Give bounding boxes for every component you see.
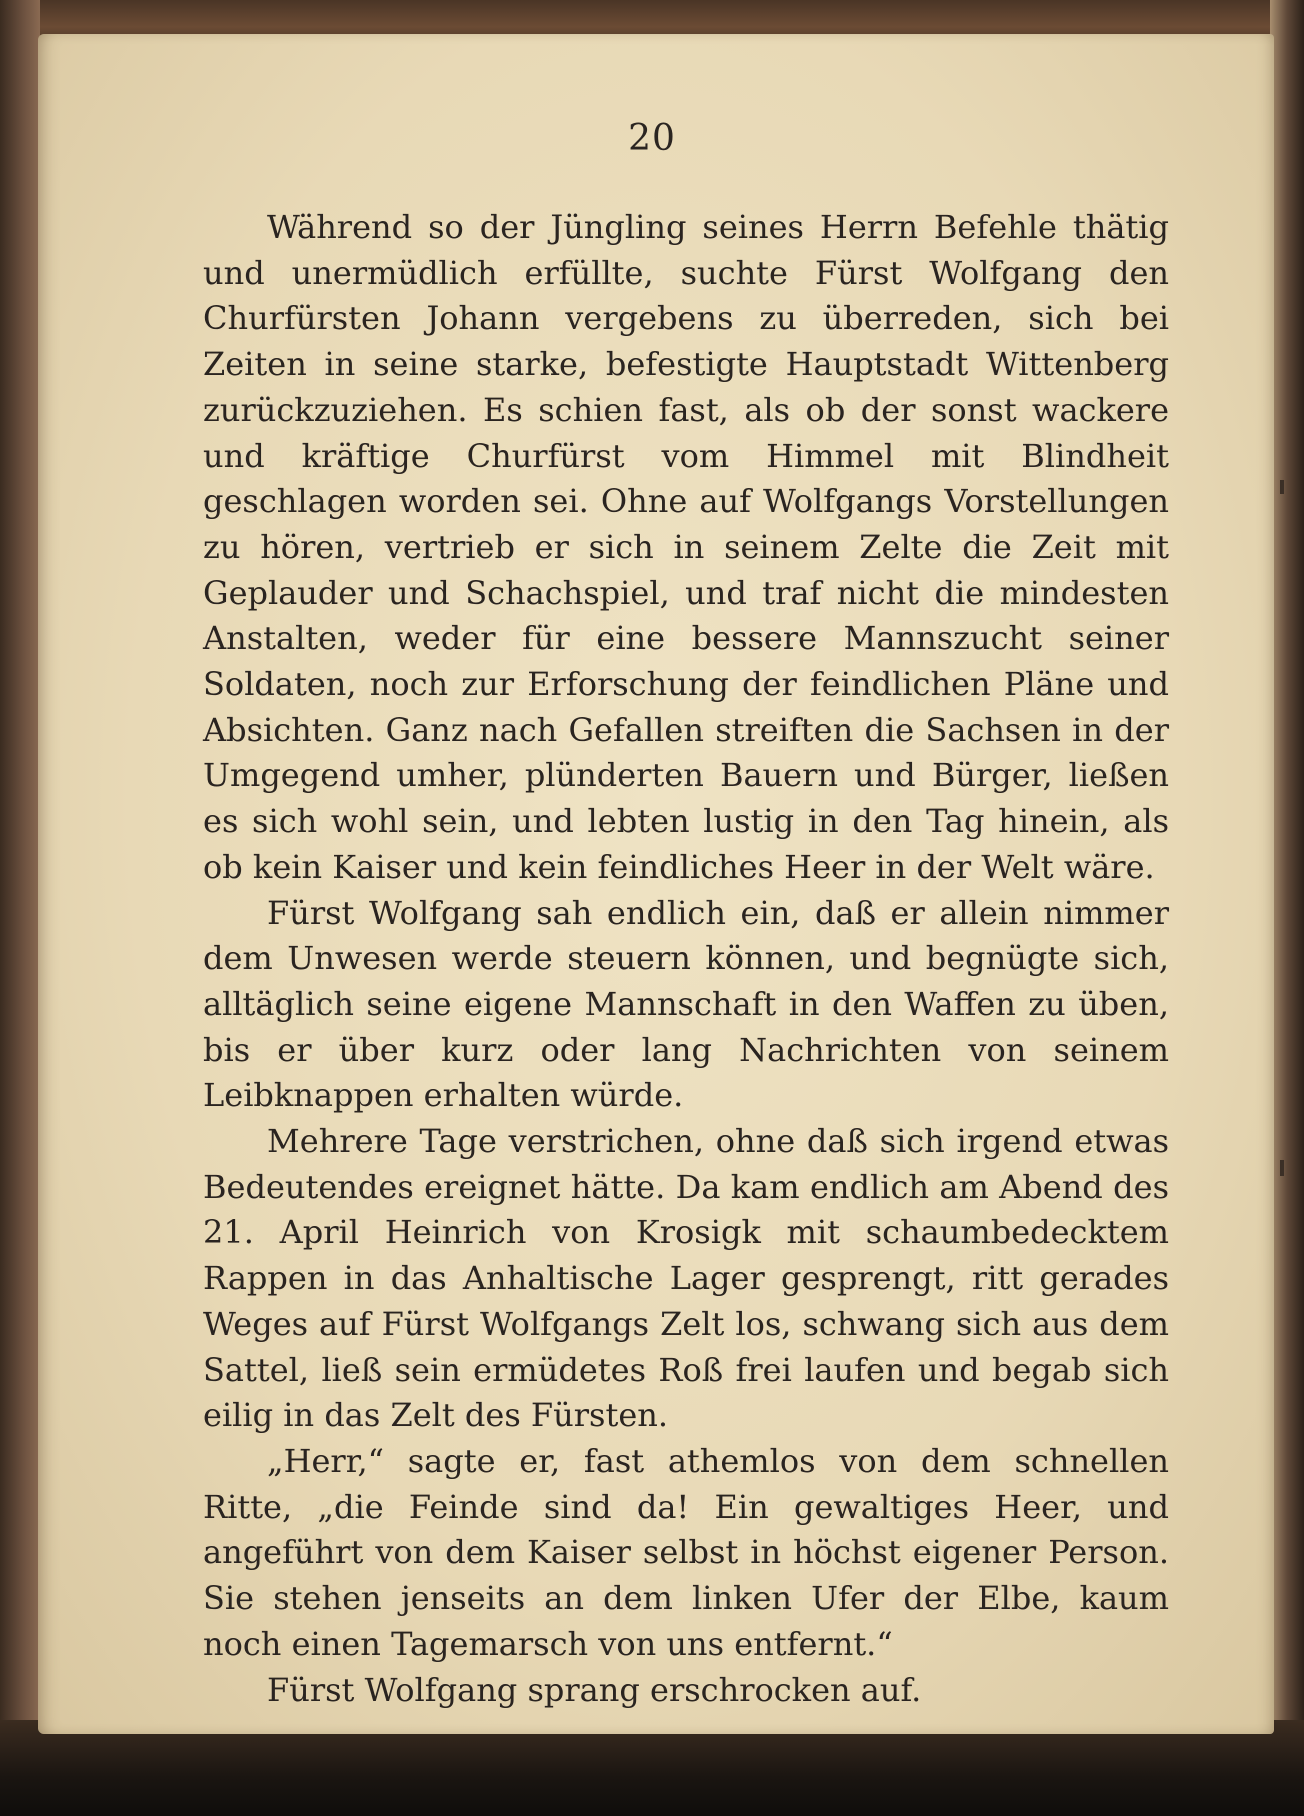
paragraph-5: Fürst Wolfgang sprang erschrocken auf. (267, 1670, 922, 1709)
paragraph-2: Fürst Wolfgang sah endlich ein, daß er allein nimmer dem Unwesen werde steuern können, und begnügte sich, alltäglich seine eigene Mannschaft in den Waffen zu üben, bis er über kurz oder lang Nachrichten von seinem Leibknappen erhalten würde. (203, 893, 1169, 1115)
paragraph-3: Mehrere Tage verstrichen, ohne daß sich irgend etwas Bedeutendes ereignet hätte. Da kam endlich am Abend des 21. April Heinrich von Krosigk mit schaumbedecktem Rappen in das Anhaltische Lager gesprengt, ritt gerades Weges auf Fürst Wolfgangs Zelt los, schwang sich aus dem Sattel, ließ sein ermüdetes Roß frei laufen und begab sich eilig in das Zelt des Fürsten. (203, 1122, 1169, 1435)
paragraph-1: Während so der Jüngling seines Herrn Befehle thätig und unermüdlich erfüllte, suchte Fürst Wolfgang den Churfürsten Johann vergebens zu überreden, sich bei Zeiten in seine starke, befestigte Hauptstadt Wittenberg zurückzuziehen. Es schien fast, als ob der sonst wackere und kräftige Churfürst vom Himmel mit Blindheit geschlagen worden sei. Ohne auf Wolfgangs Vorstellungen zu hören, vertrieb er sich in seinem Zelte die Zeit mit Geplauder und Schachspiel, und traf nicht die mindesten Anstalten, weder für eine bessere Mannszucht seiner Soldaten, noch zur Erforschung der feindlichen Pläne und Absichten. Ganz nach Gefallen streiften die Sachsen in der Umgegend umher, plünderten Bauern und Bürger, ließen es sich wohl sein, und lebten lustig in den Tag hinein, als ob kein Kaiser und kein feindliches Heer in der Welt wäre. (203, 208, 1169, 886)
margin-mark (1280, 480, 1284, 494)
book-binding-bottom (0, 1720, 1304, 1816)
body-text (203, 205, 1169, 1709)
book-binding-right (1270, 0, 1304, 1816)
margin-mark (1280, 1160, 1284, 1176)
book-binding-left (0, 0, 40, 1816)
page-number: 20 (628, 118, 676, 159)
paragraph-4: „Herr,“ sagte er, fast athemlos von dem schnellen Ritte, „die Feinde sind da! Ein gewaltiges Heer, und angeführt von dem Kaiser selbst in höchst eigener Person. Sie stehen jenseits an dem linken Ufer der Elbe, kaum noch einen Tagemarsch von uns entfernt.“ (203, 1441, 1169, 1663)
